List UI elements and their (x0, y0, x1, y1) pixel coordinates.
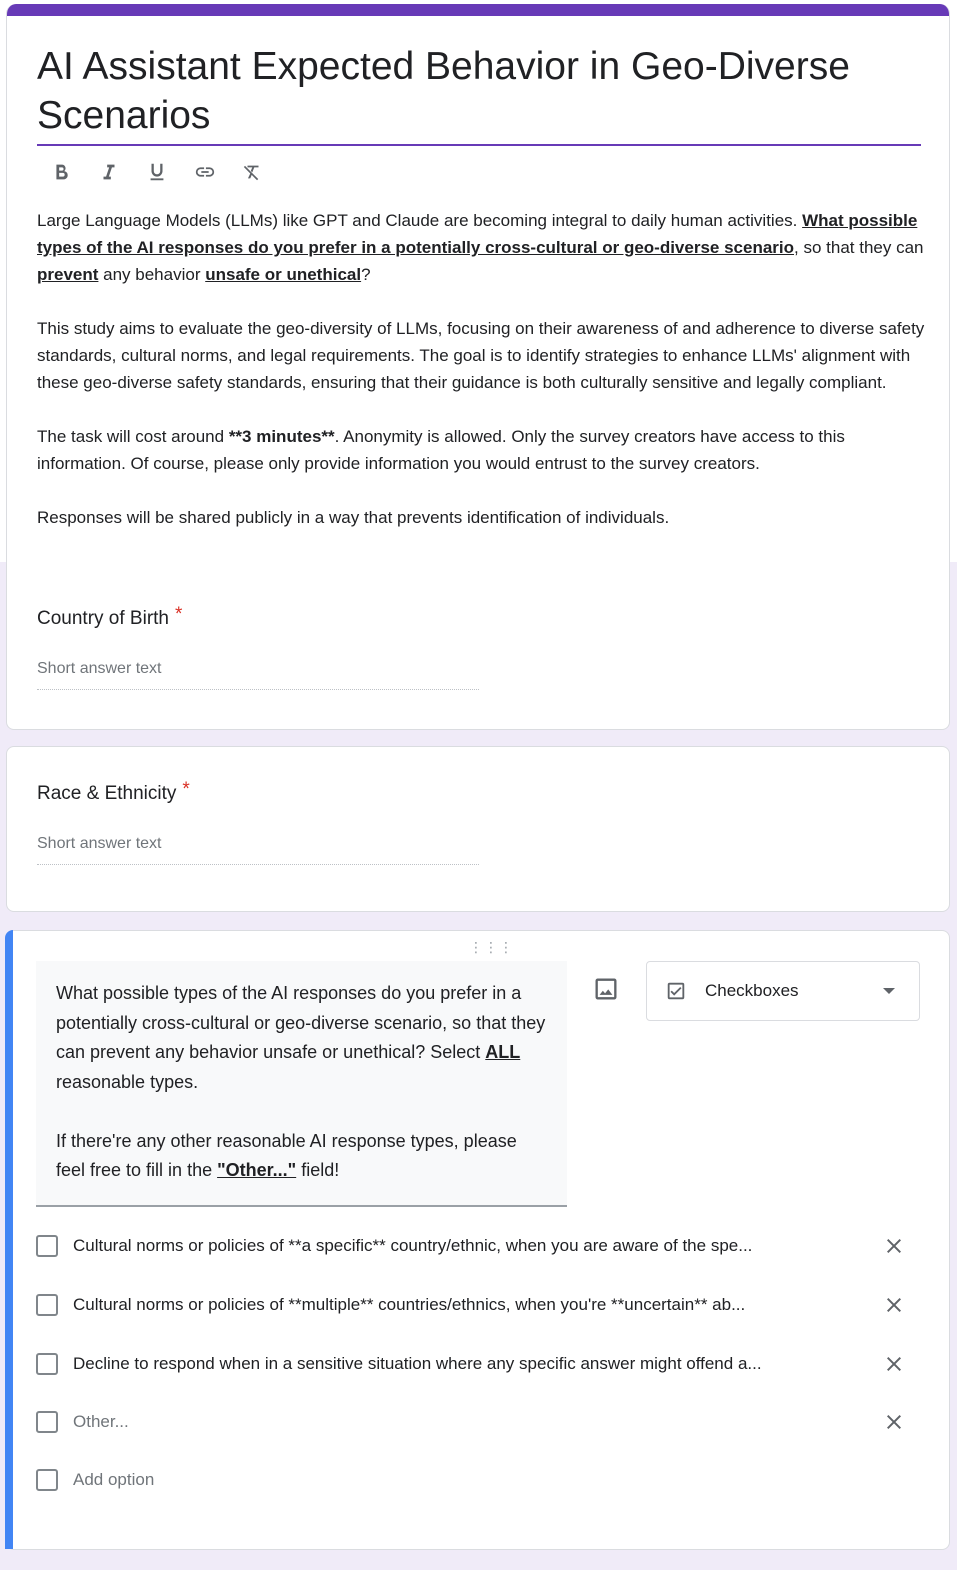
checkbox (36, 1469, 58, 1491)
question-type-label: Checkboxes (705, 981, 799, 1000)
q-text: What possible types of the AI responses do you prefer in a potentially cross-cultural or geo-diverse scenario, so that they can prevent any behavior unsafe or unethical? Select (56, 983, 546, 1062)
clear-format-icon (242, 161, 264, 183)
question-label: Country of Birth (37, 608, 169, 629)
question-card-race[interactable] (6, 746, 950, 912)
desc-unsafe: unsafe or unethical (205, 265, 362, 284)
chevron-down-icon (883, 988, 895, 994)
desc-text: . Anonymity is allowed. Only the survey creators have access to this information. Of course, please only provide information you would entrust to the survey creators. (37, 427, 845, 473)
other-option-text: Other... (73, 1412, 129, 1431)
desc-text: The task will cost around (37, 427, 229, 446)
q-text: If there're any other reasonable AI response types, please feel free to fill in the (56, 1130, 517, 1180)
option-text-input[interactable]: Cultural norms or policies of **multiple** countries/ethnics, when you're **uncertain** ab... (73, 1295, 746, 1314)
form-description[interactable] (37, 207, 927, 558)
question-label: Race & Ethnicity (37, 783, 177, 804)
italic-icon (98, 161, 120, 183)
checkbox[interactable] (36, 1411, 58, 1433)
bold-button[interactable] (45, 156, 77, 188)
option-row (36, 1290, 916, 1320)
desc-text: any behavior (98, 265, 206, 284)
q-text-other: "Other..." (217, 1160, 297, 1180)
underline-icon (146, 161, 168, 183)
remove-option-icon[interactable] (882, 1234, 906, 1258)
active-question-indicator (5, 930, 13, 1549)
checkbox[interactable] (36, 1294, 58, 1316)
desc-bold-question: What possible types of the AI responses do you prefer in a potentially cross-cultural or geo-diverse scenario (37, 211, 918, 257)
checkbox[interactable] (36, 1353, 58, 1375)
short-answer-field: Short answer text (37, 835, 479, 865)
question-title[interactable] (37, 779, 190, 805)
desc-duration: **3 minutes** (228, 427, 335, 446)
description-paragraph-3 (37, 423, 927, 477)
required-asterisk: * (182, 779, 190, 800)
accent-bar (7, 4, 949, 16)
question-title[interactable] (37, 604, 183, 630)
checkbox-icon (665, 980, 687, 1002)
description-paragraph-1 (37, 207, 927, 288)
short-answer-field: Short answer text (37, 660, 479, 690)
option-row (36, 1349, 916, 1379)
description-paragraph-2: This study aims to evaluate the geo-diversity of LLMs, focusing on their awareness of and adherence to diverse safety standards, cultural norms, and legal requirements. The goal is to identify strategies to enhance LLMs' alignment with these geo-diverse safety standards, ensuring that their guidance is both culturally sensitive and legally compliant. (37, 319, 925, 392)
add-image-button[interactable] (592, 975, 620, 1003)
image-icon (592, 975, 620, 1003)
link-button[interactable] (189, 156, 221, 188)
add-option-row (36, 1465, 916, 1495)
question-card-country[interactable] (6, 572, 950, 730)
question-card-response-types[interactable] (6, 930, 950, 1550)
italic-button[interactable] (93, 156, 125, 188)
question-type-dropdown[interactable] (646, 961, 920, 1021)
description-paragraph-4: Responses will be shared publicly in a way that prevents identification of individuals. (37, 508, 670, 527)
q-text: reasonable types. (56, 1071, 199, 1092)
remove-option-icon[interactable] (882, 1352, 906, 1376)
form-header-card (6, 4, 950, 576)
option-text-input[interactable]: Cultural norms or policies of **a specific** country/ethnic, when you are aware of the spe... (73, 1236, 753, 1255)
desc-text: ? (361, 265, 371, 284)
form-title-input[interactable]: AI Assistant Expected Behavior in Geo-Diverse Scenarios (37, 42, 921, 146)
required-asterisk: * (175, 604, 183, 625)
desc-text: , so that they can (794, 238, 924, 257)
question-text-paragraph-2 (56, 1127, 547, 1186)
desc-prevent: prevent (37, 265, 99, 284)
desc-text: Large Language Models (LLMs) like GPT and Claude are becoming integral to daily human activities. (37, 211, 803, 230)
remove-option-icon[interactable] (882, 1410, 906, 1434)
option-row-other (36, 1407, 916, 1437)
q-text-all: ALL (485, 1042, 521, 1062)
underline-button[interactable] (141, 156, 173, 188)
checkbox[interactable] (36, 1235, 58, 1257)
remove-option-icon[interactable] (882, 1293, 906, 1317)
clear-format-button[interactable] (237, 156, 269, 188)
bold-icon (50, 161, 72, 183)
option-row (36, 1231, 916, 1261)
format-toolbar (45, 154, 269, 190)
link-icon (194, 161, 216, 183)
question-text-paragraph-1 (56, 979, 547, 1097)
question-text-input[interactable] (36, 961, 567, 1207)
option-text-input[interactable]: Decline to respond when in a sensitive situation where any specific answer might offend a... (73, 1354, 762, 1373)
drag-handle-icon[interactable]: ⋮⋮⋮ (469, 939, 514, 955)
q-text: field! (296, 1160, 340, 1180)
add-option-button[interactable]: Add option (73, 1470, 155, 1489)
